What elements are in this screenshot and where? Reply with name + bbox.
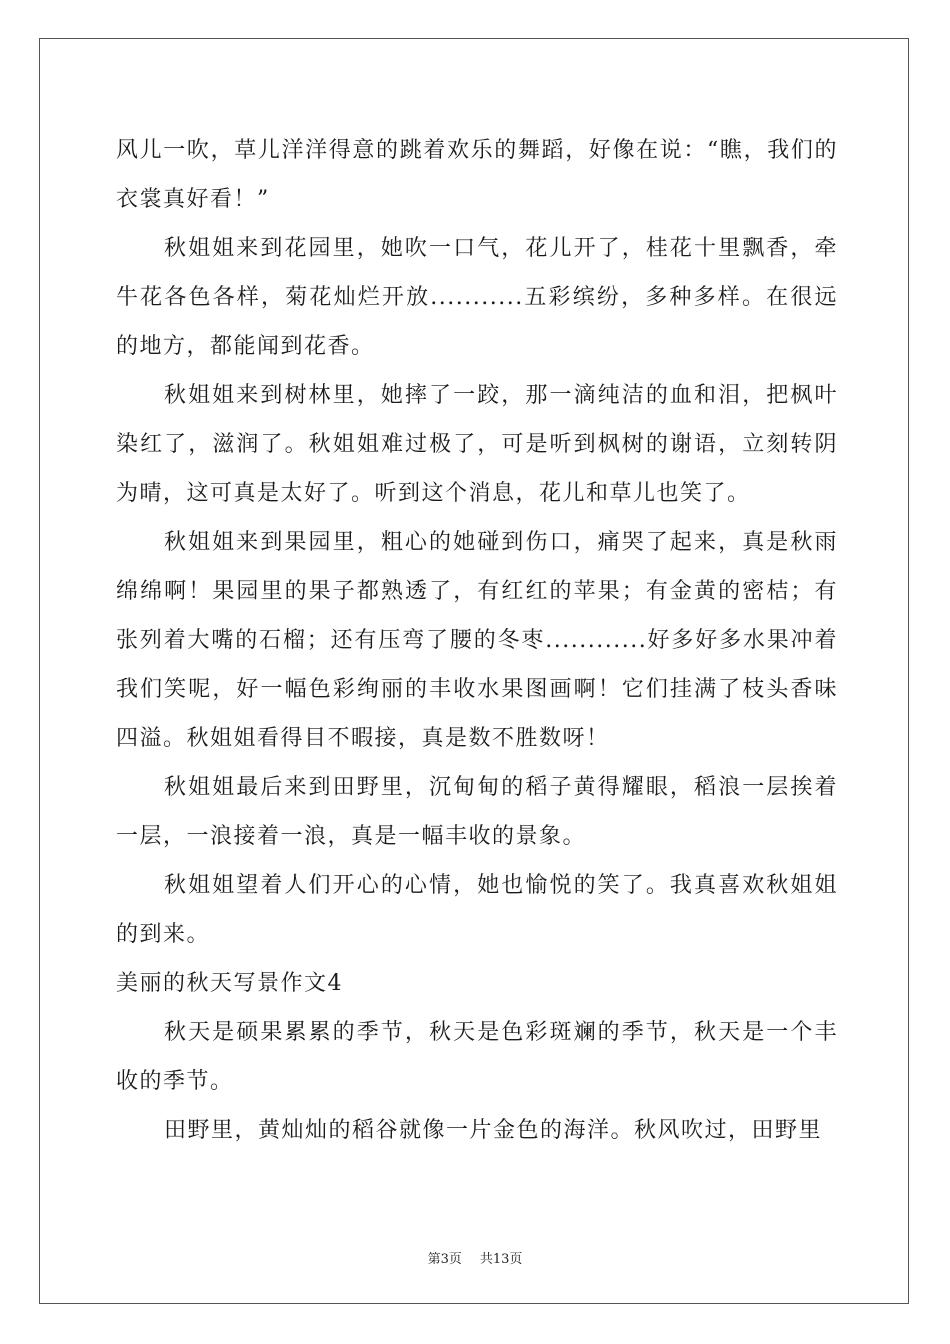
paragraph: 风儿一吹，草儿洋洋得意的跳着欢乐的舞蹈，好像在说：“瞧，我们的衣裳真好看！” bbox=[116, 138, 838, 212]
page-number: 第3页 bbox=[427, 1252, 462, 1267]
paragraph: 秋姐姐来到花园里，她吹一口气，花儿开了，桂花十里飘香，牵牛花各色各样，菊花灿烂开放...........五彩缤纷，多种多样。在很远的地方，都能闻到花香。 bbox=[116, 236, 838, 359]
paragraph: 秋姐姐来到果园里，粗心的她碰到伤口，痛哭了起来，真是秋雨绵绵啊！果园里的果子都熟透了，有红红的苹果；有金黄的密桔；有张列着大嘴的石榴；还有压弯了腰的冬枣............好多好多水果冲着我们笑呢，好一幅色彩绚丽的丰收水果图画啊！它们挂满了枝头香味四溢。秋姐姐看得目不暇接，真是数不胜数呀！ bbox=[116, 530, 838, 751]
section-heading: 美丽的秋天写景作文4 bbox=[116, 971, 343, 996]
page-total: 共13页 bbox=[479, 1252, 523, 1267]
paragraph: 秋姐姐最后来到田野里，沉甸甸的稻子黄得耀眼，稻浪一层挨着一层，一浪接着一浪，真是一幅丰收的景象。 bbox=[116, 775, 838, 849]
paragraph: 秋姐姐来到树林里，她摔了一跤，那一滴纯洁的血和泪，把枫叶染红了，滋润了。秋姐姐难过极了，可是听到枫树的谢语，立刻转阴为晴，这可真是太好了。听到这个消息，花儿和草儿也笑了。 bbox=[116, 383, 838, 506]
paragraph: 秋天是硕果累累的季节，秋天是色彩斑斓的季节，秋天是一个丰收的季节。 bbox=[116, 1020, 838, 1094]
document-body bbox=[116, 126, 838, 1155]
paragraph: 秋姐姐望着人们开心的心情，她也愉悦的笑了。我真喜欢秋姐姐的到来。 bbox=[116, 873, 838, 947]
paragraph: 田野里，黄灿灿的稻谷就像一片金色的海洋。秋风吹过，田野里 bbox=[164, 1118, 823, 1143]
page-footer bbox=[0, 1248, 950, 1267]
